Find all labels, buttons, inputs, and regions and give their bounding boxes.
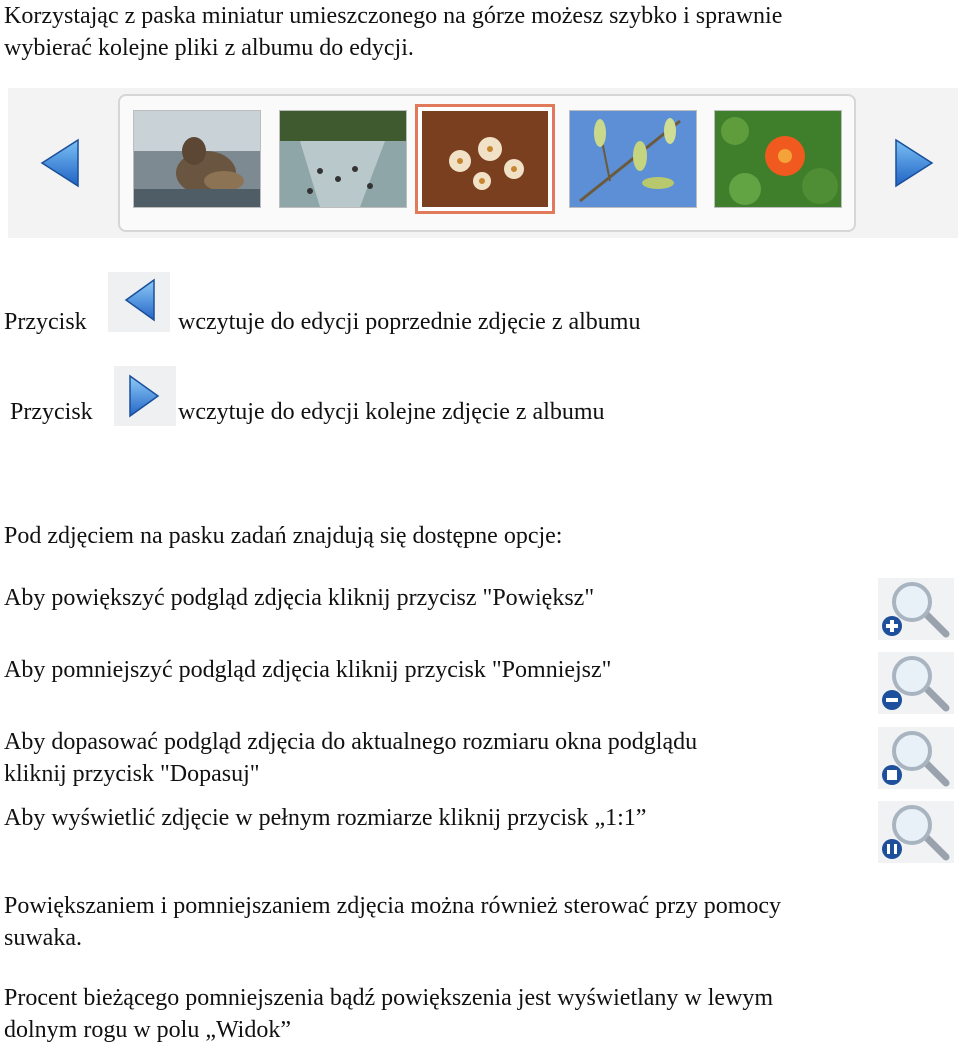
- zoom-fit-button-sample: [878, 727, 954, 789]
- zoom-out-button-sample: [878, 652, 954, 714]
- prev-button-sample: [108, 272, 170, 332]
- next-help-text: wczytuje do edycji kolejne zdjęcie z albumu: [178, 399, 605, 425]
- fit-description-line-1: Aby dopasować podgląd zdjęcia do aktualnego rozmiaru okna podglądu: [4, 729, 698, 755]
- actual-size-description: Aby wyświetlić zdjęcie w pełnym rozmiarze kliknij przycisk „1:1”: [4, 805, 647, 831]
- prev-help-prefix: Przycisk: [4, 309, 87, 335]
- zoom-out-icon: [878, 652, 954, 714]
- zoom-in-description: Aby powiększyć podgląd zdjęcia kliknij przycisz "Powiększ": [4, 585, 595, 611]
- options-heading: Pod zdjęciem na pasku zadań znajdują się dostępne opcje:: [4, 523, 563, 549]
- arrow-right-icon[interactable]: [894, 138, 934, 188]
- thumbnail-pussy-willow[interactable]: [569, 110, 697, 208]
- zoom-in-button-sample: [878, 578, 954, 640]
- thumbnail-orange-flower[interactable]: [714, 110, 842, 208]
- thumbnail-pond[interactable]: [279, 110, 407, 208]
- arrow-right-icon: [114, 366, 176, 426]
- view-note-line-1: Procent bieżącego pomniejszenia bądź powiększenia jest wyświetlany w lewym: [4, 985, 774, 1011]
- next-button-sample: [114, 366, 176, 426]
- zoom-fit-icon: [878, 727, 954, 789]
- white-flowers-photo: [422, 111, 548, 207]
- zoom-in-icon: [878, 578, 954, 640]
- slider-note-line-1: Powiększaniem i pomniejszaniem zdjęcia można również sterować przy pomocy: [4, 893, 782, 919]
- thumbnail-white-flowers-selected[interactable]: [415, 104, 555, 214]
- arrow-left-icon: [108, 272, 170, 332]
- prev-help-text: wczytuje do edycji poprzednie zdjęcie z albumu: [178, 309, 641, 335]
- zoom-actual-button-sample: [878, 801, 954, 863]
- intro-line-1: Korzystając z paska miniatur umieszczonego na górze możesz szybko i sprawnie: [4, 3, 783, 29]
- duck-photo: [134, 111, 260, 207]
- fit-description-line-2: kliknij przycisk "Dopasuj": [4, 761, 260, 787]
- view-note-line-2: dolnym rogu w polu „Widok”: [4, 1017, 291, 1043]
- intro-line-2: wybierać kolejne pliki z albumu do edycji.: [4, 35, 414, 61]
- next-help-prefix: Przycisk: [10, 399, 93, 425]
- zoom-out-description: Aby pomniejszyć podgląd zdjęcia kliknij przycisk "Pomniejsz": [4, 657, 612, 683]
- thumbnail-duck[interactable]: [133, 110, 261, 208]
- slider-note-line-2: suwaka.: [4, 925, 82, 951]
- arrow-left-icon[interactable]: [40, 138, 80, 188]
- orange-flower-photo: [715, 111, 841, 207]
- pond-photo: [280, 111, 406, 207]
- zoom-actual-icon: [878, 801, 954, 863]
- pussy-willow-photo: [570, 111, 696, 207]
